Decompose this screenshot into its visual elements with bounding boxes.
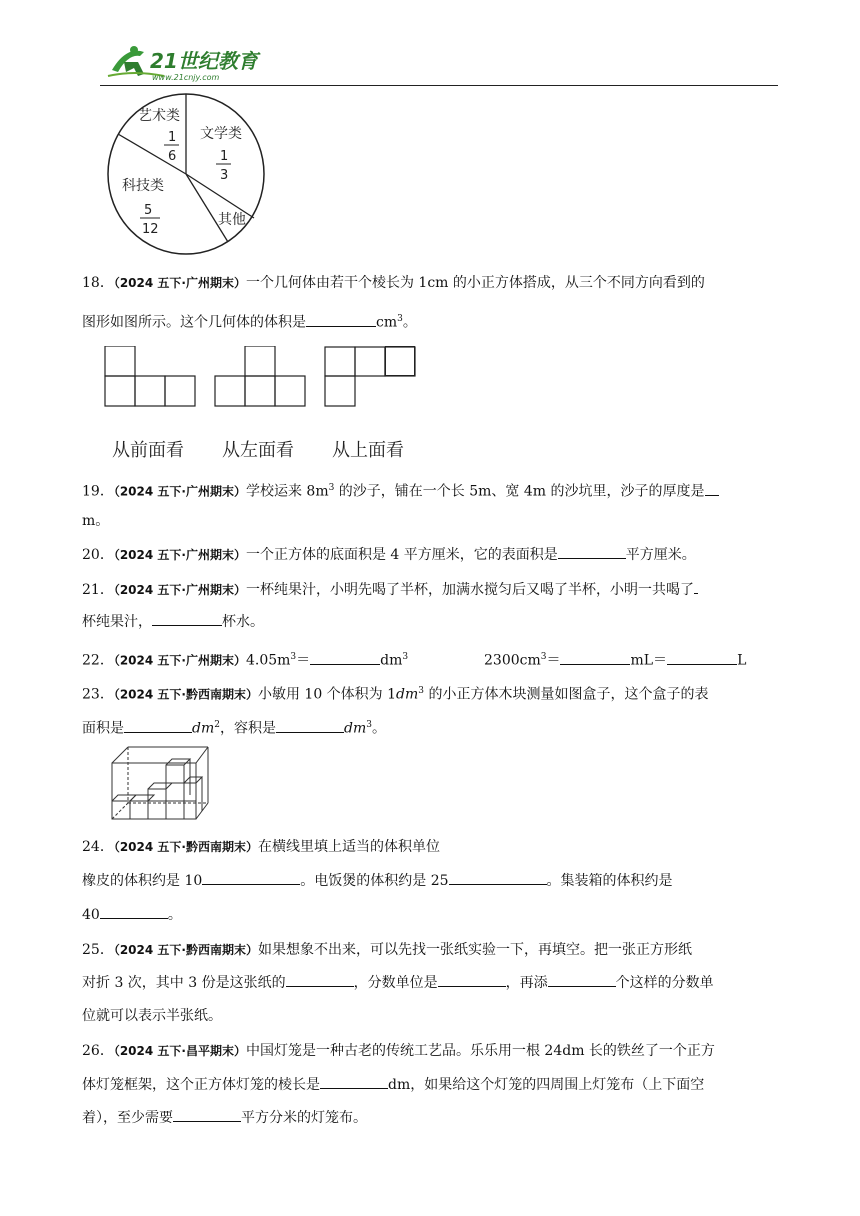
- question-23-line2: 面积是 $dm^2$，容积是 $dm^3$。: [82, 710, 386, 744]
- answer-blank[interactable]: [173, 1107, 241, 1122]
- question-26-line3: 着），至少需要 平方分米的灯笼布。: [82, 1103, 367, 1133]
- pie-sci-num: 5: [144, 203, 153, 218]
- header-divider: [100, 85, 778, 86]
- caption-front-view: 从前面看: [112, 440, 184, 461]
- pie-label-art: 艺术类: [138, 108, 180, 124]
- answer-blank[interactable]: [306, 312, 376, 327]
- pie-lit-den: 3: [220, 168, 229, 183]
- answer-blank[interactable]: [558, 544, 626, 559]
- logo-text: 21世纪教育: [150, 49, 258, 73]
- answer-blank[interactable]: [286, 972, 354, 987]
- pie-sci-den: 12: [142, 222, 159, 237]
- question-24: 24．（2024 五下·黔西南期末）在横线里填上适当的体积单位: [82, 839, 440, 855]
- question-21: 21．（2024 五下·广州期末）一杯纯果汁，小明先喝了半杯，加满水搅匀后又喝了半杯，小明一共喝了: [82, 575, 698, 605]
- question-22-part-b: $2300cm^3= mL= L$: [484, 642, 746, 676]
- question-23: 23．（2024 五下·黔西南期末）小敏用 10 个体积为 $1dm^3$ 的小正方体木块测量如图盒子，这个盒子的表: [82, 686, 709, 703]
- answer-blank[interactable]: [320, 1074, 388, 1089]
- pie-label-sci: 科技类: [122, 178, 164, 194]
- question-18-line2: 图形如图所示。这个几何体的体积是 $cm^3$。: [82, 304, 417, 338]
- answer-blank[interactable]: [548, 972, 616, 987]
- question-19-line2: m。: [82, 513, 110, 529]
- question-26-line2: 体灯笼框架，这个正方体灯笼的棱长是 dm，如果给这个灯笼的四周围上灯笼布（上下面空: [82, 1070, 704, 1100]
- answer-blank[interactable]: [124, 718, 192, 733]
- caption-top-view: 从上面看: [332, 440, 404, 461]
- question-22: 22．（2024 五下·广州期末）$4.05m^3= dm^3$: [82, 642, 408, 676]
- answer-blank[interactable]: [705, 481, 719, 496]
- question-24-line3: 40 。: [82, 900, 182, 930]
- question-26: 26．（2024 五下·昌平期末）中国灯笼是一种古老的传统工艺品。乐乐用一根 24dm 长的铁丝了一个正方: [82, 1043, 715, 1059]
- answer-blank[interactable]: [449, 870, 547, 885]
- pie-label-lit: 文学类: [200, 126, 242, 142]
- answer-blank[interactable]: [276, 718, 344, 733]
- question-25-line2: 对折 3 次，其中 3 份是这张纸的 ，分数单位是 ，再添 个这样的分数单: [82, 968, 714, 998]
- question-21-line2: 杯纯果汁， 杯水。: [82, 607, 264, 637]
- pie-art-num: 1: [168, 130, 177, 145]
- three-view-figures: [104, 346, 424, 408]
- pie-label-other: 其他: [218, 212, 246, 228]
- top-view-extra-cell: [385, 346, 415, 376]
- answer-blank[interactable]: [438, 972, 506, 987]
- pie-lit-num: 1: [220, 149, 229, 164]
- answer-blank[interactable]: [310, 650, 380, 665]
- question-19: 19．（2024 五下·广州期末）学校运来 $8m^3$ 的沙子，铺在一个长 5m、宽 4m 的沙坑里，沙子的厚度是: [82, 473, 719, 507]
- pie-art-den: 6: [168, 149, 177, 164]
- box-with-cubes-figure: [110, 745, 210, 821]
- question-25: 25．（2024 五下·黔西南期末）如果想象不出来，可以先找一张纸实验一下，再填空。把一张正方形纸: [82, 942, 692, 958]
- answer-blank[interactable]: [560, 650, 630, 665]
- logo-url-text: www.21cnjy.com: [152, 73, 220, 82]
- answer-blank[interactable]: [100, 904, 168, 919]
- answer-blank[interactable]: [694, 579, 698, 594]
- caption-left-view: 从左面看: [222, 440, 294, 461]
- question-24-line2: 橡皮的体积约是 10 。电饭煲的体积约是 25 。集装箱的体积约是: [82, 866, 673, 896]
- pie-chart: [104, 90, 268, 258]
- answer-blank[interactable]: [667, 650, 737, 665]
- answer-blank[interactable]: [152, 611, 222, 626]
- answer-blank[interactable]: [202, 870, 300, 885]
- site-logo: [104, 40, 274, 84]
- question-18: 18．（2024 五下·广州期末）一个几何体由若干个棱长为 1cm 的小正方体搭成，从三个不同方向看到的: [82, 275, 705, 291]
- question-25-line3: 位就可以表示半张纸。: [82, 1008, 222, 1024]
- question-20: 20．（2024 五下·广州期末）一个正方体的底面积是 4 平方厘米，它的表面积是 平方厘米。: [82, 540, 696, 570]
